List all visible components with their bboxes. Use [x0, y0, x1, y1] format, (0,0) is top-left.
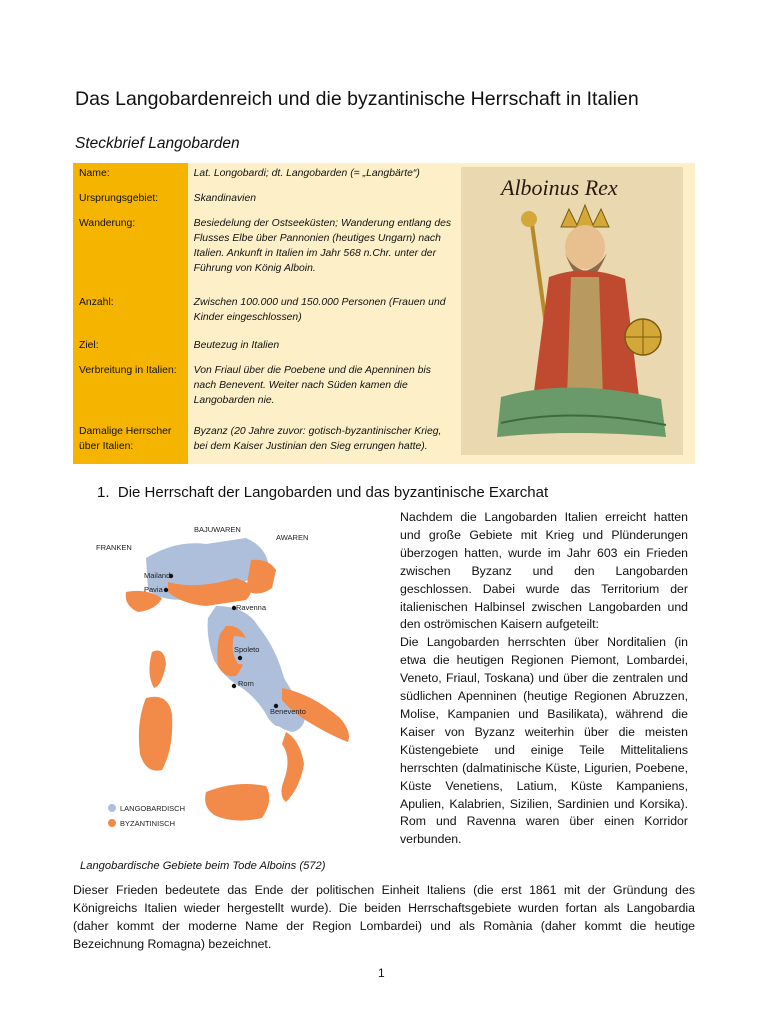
map-label-ravenna: Ravenna [236, 603, 267, 612]
row-label: Anzahl: [73, 292, 188, 335]
map-label-spoleto: Spoleto [234, 645, 260, 654]
key-term: Territorium [601, 581, 660, 596]
key-term: Langobardia [626, 900, 695, 915]
row-label: Damalige Herrscher über Italien: [73, 421, 188, 464]
alboin-portrait [461, 167, 683, 455]
profile-table [73, 163, 695, 464]
text-run: (die erst 1861 mit der Gründung des Königreichs Italien wieder hergestellt wurde). Die beiden Herrschaftsgebiete wurden fortan als [73, 883, 695, 915]
text-run: : [595, 617, 599, 632]
key-term: aufgeteilt [545, 617, 596, 632]
key-term: Kaiser von Byzanz [400, 724, 515, 739]
text-run: Dieser Frieden bedeutete das [73, 883, 255, 897]
text-run: (daher kommt die heutige Bezeichnung Romagna) bezeichnet. [73, 918, 696, 951]
bottom-paragraph [73, 882, 695, 954]
section-heading [97, 484, 548, 501]
section-number: 1. [97, 484, 110, 501]
row-value: Beutezug in Italien [188, 335, 457, 360]
map-label-mailand: Mailand [144, 571, 171, 580]
key-term: Ende der politischen Einheit Italiens [254, 883, 466, 897]
page-title: Das Langobardenreich und die byzantinische Herrschaft in Italien [75, 88, 639, 110]
row-label: Ursprungsgebiet: [73, 188, 188, 213]
map-label-rom: Rom [238, 679, 254, 688]
legend-label: LANGOBARDISCH [120, 804, 186, 813]
key-term: Langobarden [426, 635, 500, 650]
row-value: Zwischen 100.000 und 150.000 Personen (Frauen und Kinder eingeschlossen) [188, 292, 457, 335]
row-label: Wanderung: [73, 213, 188, 292]
table-row [73, 163, 695, 188]
map-label-bajuwaren: BAJUWAREN [194, 525, 241, 534]
row-value: Byzanz (20 Jahre zuvor: gotisch-byzantinischer Krieg, bei dem Kaiser Justinian den Sieg errungen hatte). [188, 421, 457, 464]
paragraph [400, 634, 688, 849]
row-value: Von Friaul über die Poebene und die Apenninen bis nach Benevent. Weiter nach Süden kamen die Langobarden nie. [188, 360, 457, 421]
map-label-franken: FRANKEN [96, 543, 132, 552]
row-value: Lat. Longobardi; dt. Langobarden (= „Langbärte“) [188, 163, 457, 188]
text-run: weiterhin über die meisten Küstengebiete und einige Teile Mittelitaliens herrschten (dalmatinische Küste, Ligurien, Poebene, Küste Venetiens, Latium, Küste Kampaniens, Apulien, Kalabrien, Sizilien, Sardinien und Korsika). Rom und Ravenna waren über einen Korridor verbunden. [400, 724, 688, 847]
row-label: Name: [73, 163, 188, 188]
legend-swatch-byzantine [108, 819, 116, 827]
text-run: der italienischen Halbinsel zwischen Langobarden und den oströmischen Kaisern [400, 581, 688, 632]
portrait-inscription: Alboinus Rex [501, 175, 618, 200]
page-number: 1 [378, 966, 385, 980]
text-run: (daher kommt der moderne Name der Region Lombardei) und als [73, 918, 484, 933]
row-value: Besiedelung der Ostseeküsten; Wanderung entlang des Flusses Elbe über Pannonien (heutiges Ungarn) nach Italien. Ankunft in Italien im Jahr 568 n.Chr. unter der Führung von König Alboin. [188, 213, 457, 292]
text-run: geschlossen. Dabei wurde das [400, 581, 602, 596]
map-caption: Langobardische Gebiete beim Tode Alboins (572) [80, 860, 326, 872]
row-value: Skandinavien [188, 188, 457, 213]
map-label-pavia: Pavia [144, 585, 163, 594]
map-label-benevento: Benevento [270, 707, 306, 716]
paragraph [400, 509, 688, 634]
italy-map [86, 518, 376, 848]
section-subtitle: Steckbrief Langobarden [75, 135, 240, 152]
row-label: Verbreitung in Italien: [73, 360, 188, 421]
key-term: Frieden zwischen Byzanz und den Langobarden [400, 545, 688, 578]
paragraph [73, 882, 695, 954]
section-heading-text: Die Herrschaft der Langobarden und das byzantinische Exarchat [117, 484, 549, 501]
legend-swatch-lombard [108, 804, 116, 812]
legend-label: BYZANTINISCH [120, 819, 176, 828]
text-run: Die [400, 635, 427, 650]
map-label-awaren: AWAREN [276, 533, 309, 542]
key-term: Romània [483, 918, 533, 933]
portrait-cell [457, 163, 695, 464]
row-label: Ziel: [73, 335, 188, 360]
text-run: Nachdem die Langobarden Italien erreicht hatten und große Gebiete mit Krieg und Plünderungen überzogen hatten, wurde im Jahr 603 ein [400, 510, 688, 560]
side-text [400, 509, 688, 849]
text-run: herrschten über Norditalien (in etwa die heutigen Regionen Piemont, Lombardei, Veneto, Friaul, Toskana) und über die zentralen und südlichen Apenninen (heutige Regionen Abruzzen, Molise, Kampanien und Basilikata), während die [400, 635, 688, 721]
